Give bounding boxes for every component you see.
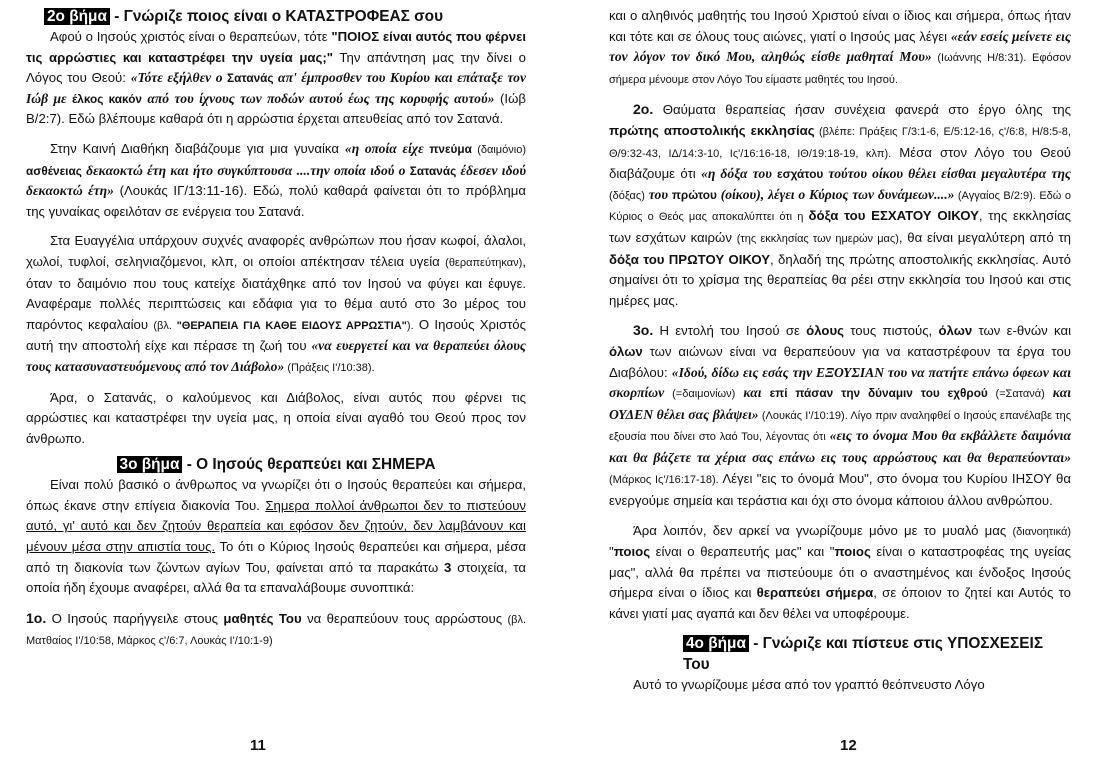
paragraph: 2ο. Θαύματα θεραπείας ήσαν συνέχεια φανερά στο έργο όλης της πρώτης αποστολικής εκκλησίας (βλέπε: Πράξεις Γ/3:1-6, Ε/5:12-16, ς'/6:8, Η/8:5-8, Θ/9:32-43, ΙΔ/14:3-10, Ις'/16:16-18, ΙΘ/19:18-19, κλπ). Μέσα στον Λόγο του Θεού διαβάζουμε ότι «η δόξα του εσχάτου τούτου οίκου θέλει είσθαι μεγαλυτέρα της (δόξας) του πρώτου (οίκου), λέγει ο Κύριος των δυνάμεων....» (Αγγαίος Β/2:9). Εδώ ο Κύριος ο Θεός μας αποκαλύπτει ότι η δόξα του ΕΣΧΑΤΟΥ ΟΙΚΟΥ, της εκκλησίας των εσχάτων καιρών (της εκκλησίας των ημερών μας), θα είναι μεγαλύτερη από τη δόξα του ΠΡΩΤΟΥ ΟΙΚΟΥ, δηλαδή της πρώτης αποστολικής εκκλησίας. Αυτό σημαίνει ότι το χρίσμα της θεραπείας θα ρέει στην εκκλησία του Ιησού και στις ημέρες μας.: [609, 101, 1072, 308]
step-badge: 3ο βήμα: [117, 456, 183, 473]
paragraph: Είναι πολύ βασικό ο άνθρωπος να γνωρίζει ότι ο Ιησούς θεραπεύει και σήμερα, όπως έκανε στην επίγεια διακονία Του. Σημερα πολλοί άνθρωποι δεν το πιστεύουν αυτό, γι' αυτό και δεν ζητούν θεραπεία και εφόσον δεν ζητούν, δεν λαμβάνουν και μένουν μέσα στην απιστία τους. Το ότι ο Κύριος Ιησούς θεραπεύει και σήμερα, μέσα από τη διακονία των ζώντων αγίων Του, φαίνεται από τα παρακάτω 3 στοιχεία, τα οποία ήδη έχουμε αναφέρει, αλλά θα τα επαναλάβουμε συνοπτικά:: [26, 477, 527, 596]
page-number: 12: [840, 737, 857, 754]
paragraph: Άρα λοιπόν, δεν αρκεί να γνωρίζουμε μόνο με το μυαλό μας (διανοητικά) "ποιος είναι ο θεραπευτής μας" και "ποιος είναι ο καταστροφέας της υγείας μας", αλλά θα πρέπει να πιστεύουμε ότι ο αναστημένος και ένδοξος Ιησούς σήμερα είναι ο ίδιος και θεραπεύει σήμερα, σε όποιον το ζητεί και Αυτός το κάνει γιατί μας αγαπά και δεν θέλει να υποφέρουμε.: [609, 522, 1071, 622]
paragraph: Στην Καινή Διαθήκη διαβάζουμε για μια γυναίκα «η οποία είχε πνεύμα (δαιμόνιο) ασθένειας δεκαοκτώ έτη και ήτο συγκύπτουσα ....την οποία ιδού ο Σατανάς έδεσεν ιδού δεκαοκτώ έτη» (Λουκάς ΙΓ/13:11-16). Εδώ, πολύ καθαρά φαίνεται ότι το πρόβλημα της γυναίκας οφειλόταν σε ενέργεια του Σατανά.: [26, 140, 527, 219]
paragraph: Αυτό το γνωρίζουμε μέσα από τον γραπτό θεόπνευστο Λόγο: [633, 676, 985, 692]
paragraph: Άρα, ο Σατανάς, ο καλούμενος και Διάβολος, είναι αυτός που φέρνει τις αρρώστιες και καταστρέφει την υγεία μας, η οποία είναι αγαθό του Θεού προς τον άνθρωπο.: [26, 389, 526, 446]
heading-text: - Γνώριζε ποιος είναι ο ΚΑΤΑΣΤΡΟΦΕΑΣ σου: [114, 8, 444, 25]
heading-text: - Ο Ιησούς θεραπεύει και ΣΗΜΕΡΑ: [186, 456, 436, 474]
page-number: 11: [250, 737, 266, 754]
paragraph: 1ο. Ο Ιησούς παρήγγειλε στους μαθητές Του να θεραπεύουν τους αρρώστους (βλ. Ματθαίος Ι'/10:58, Μάρκος ς'/6:7, Λουκάς Ι'/10:1-9): [26, 609, 526, 648]
heading-text: - Γνώριζε και πίστευε στις ΥΠΟΣΧΕΣΕΙΣ Του: [683, 634, 1044, 673]
step-2-heading: [26, 6, 526, 27]
paragraph: Στα Ευαγγέλια υπάρχουν συχνές αναφορές ανθρώπων που ήσαν κωφοί, άλαλοι, χωλοί, τυφλοί, σεληνιαζόμενοι, κλπ, οι οποίοι απέκτησαν τέλεια υγεία (θεραπεύτηκαν), όταν το δαιμόνιο που τους κατείχε διατάχθηκε από τον Ιησού να φύγει και έφυγε. Αναφέραμε πολλές περιπτώσεις και εδάφια για το θέμα αυτό στο 3ο μέρος του παρόντος κεφαλαίου (βλ. "ΘΕΡΑΠΕΙΑ ΓΙΑ ΚΑΘΕ ΕΙΔΟΥΣ ΑΡΡΩΣΤΙΑ"). Ο Ιησούς Χριστός αυτή την αποστολή είχε και πέρασε τη ζωή του «να ευεργετεί και να θεραπεύει όλους τους κατασυναστευόμενους από τον Διάβολο» (Πράξεις Ι'/10:38).: [26, 233, 526, 374]
step-badge: 4ο βήμα: [683, 635, 749, 652]
paragraph: και ο αληθινός μαθητής του Ιησού Χριστού είναι ο ίδιος και σήμερα, όπως ήταν και τότε και σε όλους τους αιώνες, γιατί ο Ιησούς μας λέγει «εάν εσείς μείνετε εις τον λόγον τον δικό Μου, αληθώς είσθε μαθηταί Μου» (Ιωάννης Η/8:31). Εφόσον σήμερα μένουμε στον Λόγο Του είμαστε μαθητές του Ιησού.: [609, 8, 1071, 86]
step-4-heading: [609, 633, 1071, 675]
paragraph: Αφού ο Ιησούς χριστός είναι ο θεραπεύων, τότε "ΠΟΙΟΣ είναι αυτός που φέρνει τις αρρώστιες και καταστρέφει την υγεία μας;" Την απάντηση μας την δίνει ο Λόγος του Θεού: «Τότε εξήλθεν ο Σατανάς απ' έμπροσθεν του Κυρίου και επάταξε τον Ιώβ με έλκος κακόν από του ίχνους των ποδών αυτού έως της κορυφής αυτού» (Ιώβ Β/2:7). Εδώ βλέπουμε καθαρά ότι η αρρώστια έρχεται απευθείας από τον Σατανά.: [26, 29, 526, 127]
left-page: [0, 0, 548, 762]
step-3-heading: [26, 454, 526, 475]
paragraph: 3ο. Η εντολή του Ιησού σε όλους τους πιστούς, όλων των ε-θνών και όλων των αιώνων είναι να θεραπεύουν για να καταστρέφουν τα έργα του Διαβόλου: «Ιδού, δίδω εις εσάς την ΕΞΟΥΣΙΑΝ του να πατήτε επάνω όφεων και σκορπίων (=δαιμονίων) και επί πάσαν την δύναμιν του εχθρού (=Σατανά) και ΟΥΔΕΝ θέλει σας βλάψει» (Λουκάς Ι'/10:19). Λίγο πριν αναληφθεί ο Ιησούς επανέλαβε της εξουσία που δίνει στο λαό Του, λέγοντας ότι «εις το όνομα Μου θα εκβάλλετε δαιμόνια και θα βάζετε τα χέρια σας επάνω εις τους αρρώστους και θα θεραπεύονται» (Μάρκος Ις'/16:17-18). Λέγει "εις το όνομά Μου", στο όνομα του Κυρίου ΙΗΣΟΥ θα ενεργούμε σημεία και τεράστια και όχι στο όνομα κάποιου άλλου ανθρώπου.: [609, 322, 1072, 509]
step-badge: 2ο βήμα: [44, 8, 110, 25]
right-page: [549, 0, 1097, 762]
